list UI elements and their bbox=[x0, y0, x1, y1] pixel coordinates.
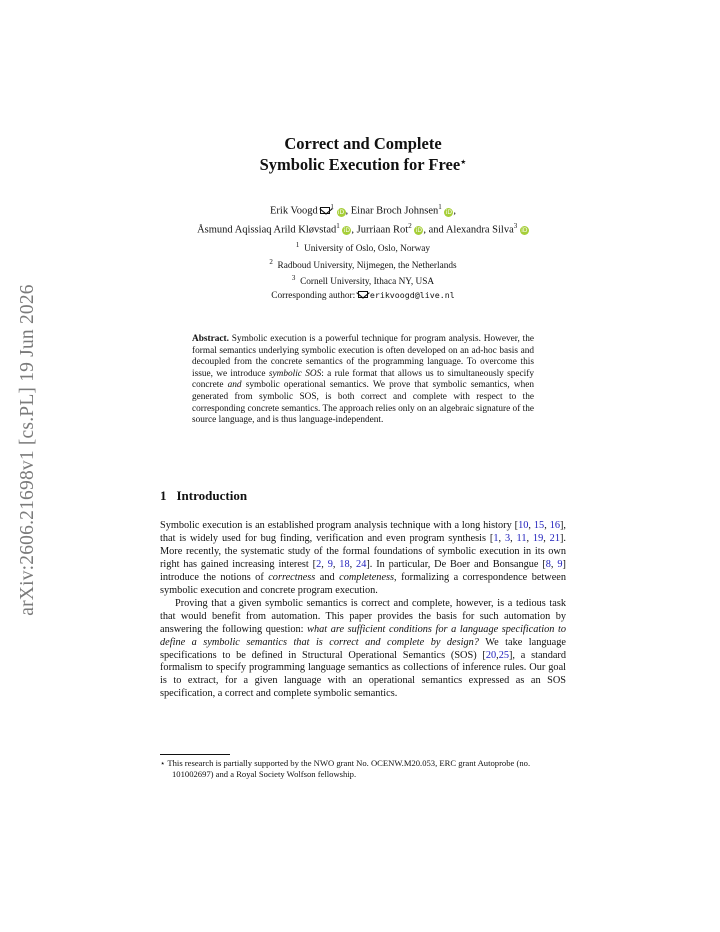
separator: , bbox=[453, 205, 456, 217]
author-name: Åsmund Aqissiaq Arild Kløvstad bbox=[197, 224, 337, 235]
author-name: , Jurriaan Rot bbox=[351, 224, 409, 235]
citation-link[interactable]: 24 bbox=[356, 558, 367, 570]
citation-link[interactable]: 9 bbox=[557, 558, 563, 570]
email-icon bbox=[358, 291, 368, 298]
paragraph-2: Proving that a given symbolic semantics is correct and complete, however, is a tedious task that would benefit from automation. This paper provides the basis for such automation by answering the following question: what are sufficient conditions for a language specification to define a symbolic semantics that is correct and complete by design? We take language specifications to be defined in Structural Operational Semantics (SOS) [20,25], a standard formalism to specify programming language semantics as collections of inference rules. Our goal is to extract, for a given language with an operational semantics expressed as an SOS specification, a correct and complete symbolic semantics. bbox=[160, 597, 566, 700]
citation-link[interactable]: 16 bbox=[549, 520, 560, 531]
arxiv-stamp bbox=[8, 260, 48, 640]
footnote-rule bbox=[160, 754, 230, 755]
citation-link[interactable]: 1 bbox=[493, 532, 499, 544]
arxiv-stamp-text: arXiv:2606.21698v1 [cs.PL] 19 Jun 2026 bbox=[17, 284, 38, 616]
author-name: , and Alexandra Silva bbox=[423, 224, 514, 235]
citation-link[interactable]: 15 bbox=[533, 520, 545, 531]
orcid-icon[interactable]: iD bbox=[343, 227, 350, 234]
corresponding-author: Corresponding author: erikvoogd@live.nl bbox=[271, 289, 455, 301]
citation-link[interactable]: 18 bbox=[339, 558, 350, 570]
citation-link[interactable]: 10 bbox=[518, 520, 529, 531]
affiliation-ref: 3 bbox=[513, 221, 518, 230]
author-line-2 bbox=[160, 219, 566, 238]
orcid-icon[interactable]: iD bbox=[521, 227, 528, 234]
affiliations bbox=[160, 239, 566, 302]
paragraph-1: Symbolic execution is an established program analysis technique with a long history [10, 15, 16], that is widely used for bug finding, verification and even program synthesis [1, 3, 11, 19, 21]. More recently, the systematic study of the formal foundations of symbolic execution in its own right has gained increasing interest [2, 9, 18, 24]. In particular, De Boer and Bonsangue [8, 9] introduce the notions of correctness and completeness, formalizing a correspondence between symbolic execution and concrete program execution. bbox=[160, 520, 567, 596]
email-link[interactable]: erikvoogd@live.nl bbox=[369, 289, 455, 300]
affiliation-ref: 1 bbox=[336, 221, 340, 230]
citation-link[interactable]: 11 bbox=[516, 532, 527, 544]
footnote-mark: ⋆ bbox=[160, 758, 166, 768]
affiliation-2: $^2$ Radboud University, Nijmegen, the Netherlands bbox=[269, 257, 457, 271]
author-line-1 bbox=[160, 200, 566, 219]
section-heading bbox=[160, 488, 247, 504]
abstract-heading: Abstract. bbox=[192, 334, 229, 344]
orcid-icon[interactable]: iD bbox=[445, 208, 452, 216]
author-name: Erik Voogd bbox=[270, 205, 318, 217]
footnote-text: This research is partially supported by the NWO grant No. OCENW.M20.053, ERC grant Autoprobe (no. 101002697) and a Royal Society Wolfson fellowship. bbox=[165, 758, 531, 779]
citation-link[interactable]: 9 bbox=[327, 558, 333, 570]
title-line-1: Correct and Complete bbox=[284, 134, 442, 153]
paper-title bbox=[160, 133, 566, 175]
citation-link[interactable]: 20 bbox=[485, 649, 497, 661]
citation-link[interactable]: 21 bbox=[549, 532, 560, 544]
affiliation-3: $^3$ Cornell University, Ithaca NY, USA bbox=[291, 274, 435, 288]
author-name: , Einar Broch Johnsen bbox=[345, 205, 439, 217]
footnote bbox=[160, 758, 566, 780]
affiliation-ref: 1 bbox=[438, 203, 442, 211]
citation-link[interactable]: 19 bbox=[532, 532, 544, 544]
orcid-icon[interactable]: iD bbox=[415, 227, 422, 234]
abstract: Abstract. Symbolic execution is a powerful technique for program analysis. However, the formal semantics underlying symbolic execution is often developed on an ad-hoc basis and decoupled from the concrete semantics of the programming language. To overcome this issue, we introduce symbolic SOS: a rule format that allows us to simultaneously specify concrete and symbolic operational semantics. We prove that symbolic semantics, when generated from symbolic SOS, is both correct and complete with respect to the corresponding concrete semantics. The approach relies only on an algebraic signature of the source language, and is thus language-independent. bbox=[192, 334, 534, 426]
email-icon[interactable] bbox=[320, 207, 330, 214]
section-number: 1 bbox=[160, 488, 167, 503]
affiliation-1: $^1$ University of Oslo, Oslo, Norway bbox=[295, 241, 431, 255]
title-line-2: Symbolic Execution for Free⋆ bbox=[259, 155, 467, 174]
author-list bbox=[160, 200, 566, 237]
citation-link[interactable]: 8 bbox=[545, 558, 551, 570]
citation-link[interactable]: 3 bbox=[504, 532, 511, 544]
citation-link[interactable]: 25 bbox=[498, 649, 509, 661]
section-title: Introduction bbox=[176, 488, 248, 503]
affiliation-ref: 2 bbox=[408, 221, 412, 230]
title-footnote-mark[interactable]: ⋆ bbox=[460, 157, 467, 168]
orcid-icon[interactable]: iD bbox=[337, 208, 345, 216]
affiliation-ref: 1 bbox=[330, 203, 334, 211]
citation-link[interactable]: 2 bbox=[316, 558, 322, 570]
body-text bbox=[160, 520, 566, 701]
